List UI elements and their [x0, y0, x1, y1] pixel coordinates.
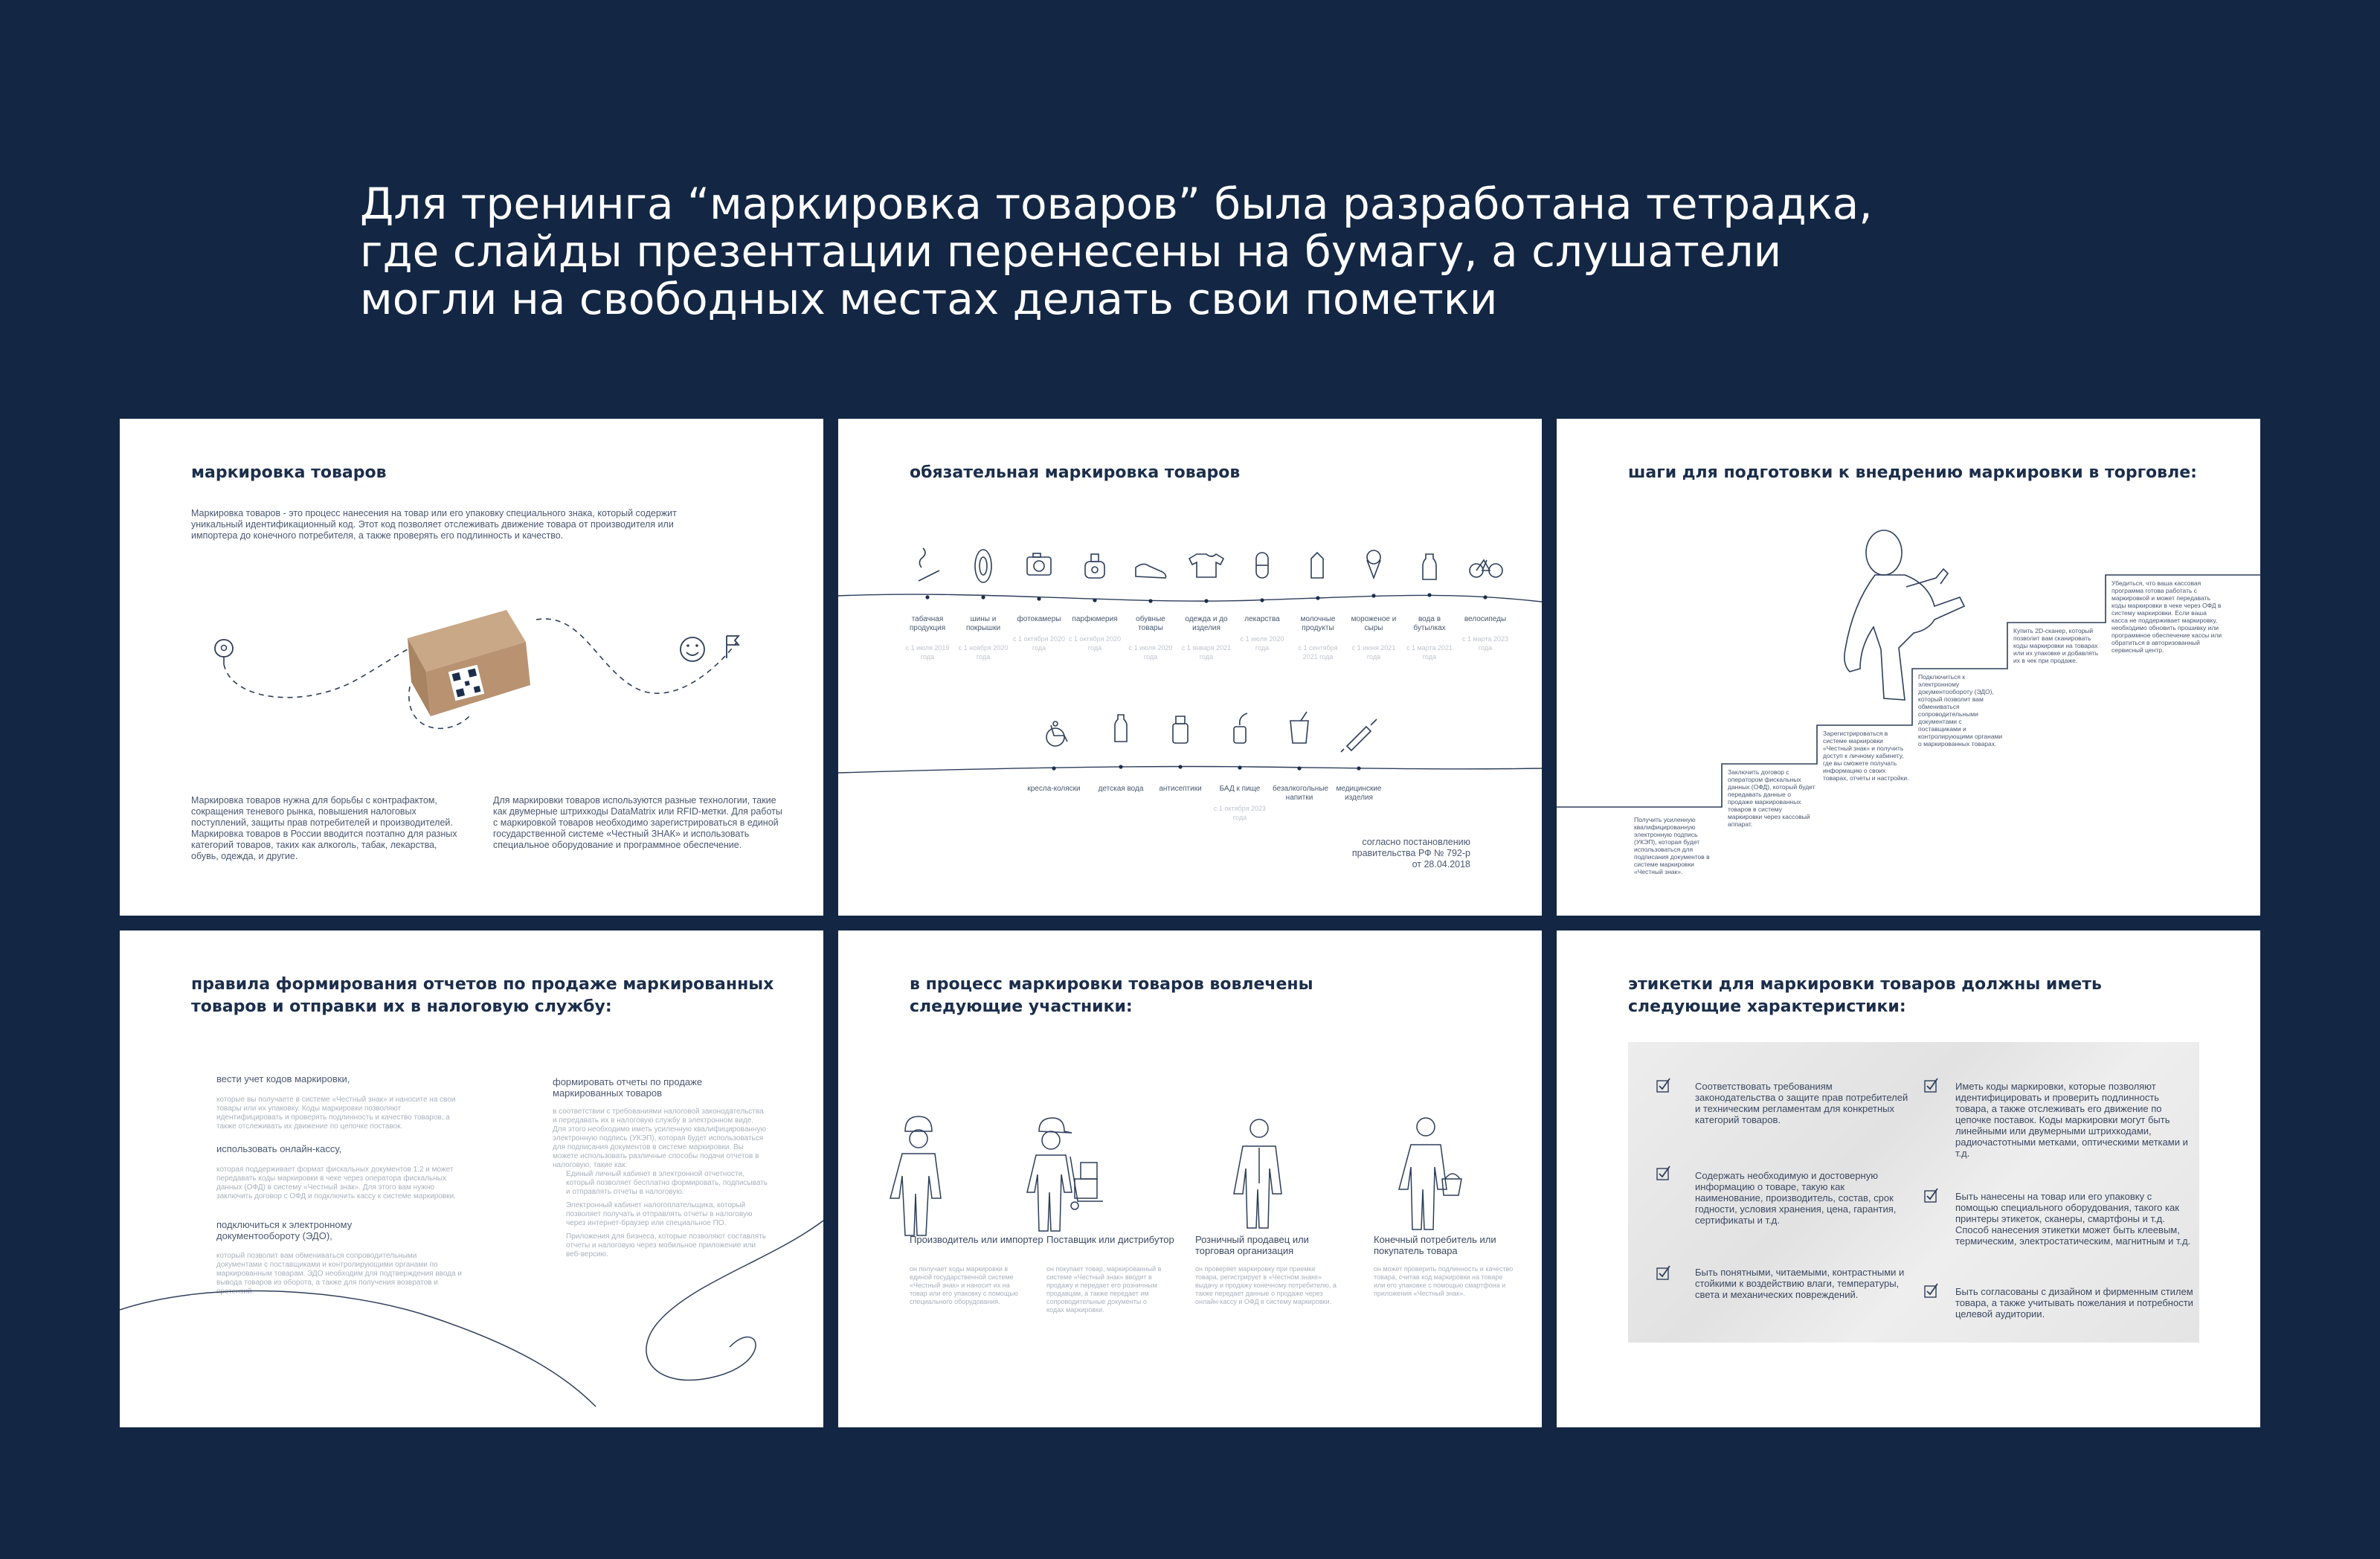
- category-perfume: парфюмерия с 1 октября 2020 года: [1068, 615, 1121, 652]
- syringe-icon: [1341, 719, 1377, 752]
- participants-illustration: [838, 930, 1542, 1427]
- participant-supplier-name: Поставщик или дистрибутор: [1046, 1234, 1174, 1245]
- slide-label-requirements: [1557, 930, 2260, 1427]
- slide-reporting-rules: [120, 930, 823, 1427]
- category-supplements: БАД к пище с 1 октября 2023 года: [1213, 785, 1266, 821]
- decorative-curve: [120, 930, 823, 1427]
- rule-4-heading: формировать отчеты по продаже маркированных товаров: [553, 1076, 703, 1099]
- category-baby-water: детская вода: [1098, 785, 1144, 793]
- category-medical-devices: медицинские изделия: [1336, 785, 1382, 802]
- headline-line-1: Для тренинга “маркировка товаров” была разработана тетрадка,: [360, 179, 1873, 229]
- supplement-icon: [1234, 713, 1247, 743]
- step-2: Заключить договор с оператором фискальных данных (ОФД), который будет передавать данные о продаже маркированных товаров в систему маркировки через кассовый аппарат.: [1728, 768, 1815, 828]
- category-bicycles: велосипеды с 1 марта 2023 года: [1461, 615, 1509, 652]
- retailer-icon: [1234, 1119, 1281, 1228]
- parcel-box-icon: [408, 610, 530, 716]
- rule-4-body: в соответствии с требованиями налоговой законодательства и передавать их в налоговую службу в электронном виде. Для этого необходимо иметь усиленную квалифицированную электронную подпись (УКЭП), которая будет использоваться для подписания документов в системе маркировки. Вы можете использовать различные способы подачи отчетов в налоговую, такие как:: [553, 1108, 766, 1169]
- participant-producer-name: Производитель или импортер: [910, 1234, 1043, 1245]
- smiley-icon: [681, 637, 704, 661]
- page-headline: [360, 180, 2071, 323]
- supplier-icon: [1027, 1118, 1103, 1231]
- participant-consumer-desc: он может проверить подлинность и качество товара, считав код маркировки на товаре или его упаковке с помощью смартфона и приложения «Честный знак».: [1374, 1265, 1514, 1297]
- slide-title: этикетки для маркировки товаров должны иметь следующие характеристики:: [1628, 975, 2102, 1016]
- category-tobacco: табачная продукция с 1 июля 2019 года: [905, 615, 950, 660]
- category-ice-cream: мороженое и сыры с 1 июня 2021 года: [1351, 615, 1397, 660]
- slide-preparation-steps: [1557, 419, 2260, 916]
- category-cameras: фотокамеры с 1 октября 2020 года: [1012, 615, 1065, 652]
- participant-consumer-name: Конечный потребитель или покупатель товара: [1374, 1234, 1496, 1256]
- rule-4-bullet-2: Электронный кабинет налогоплательщика, который позволяет получать и отправлять отчеты в налоговую через интернет-браузер или специальное ПО.: [566, 1201, 753, 1227]
- slide-title: маркировка товаров: [191, 463, 387, 482]
- rule-3-heading: подключиться к электронному документообороту (ЭДО),: [216, 1219, 353, 1241]
- requirement-2: Содержать необходимую и достоверную информацию о товаре, такую как наименование, производитель, состав, срок годности, условия хранения, цена, гарантия, сертификаты и т.д.: [1695, 1170, 1897, 1226]
- checkbox-checked-icon: [1924, 1283, 1939, 1298]
- flag-icon: [727, 636, 739, 658]
- participant-producer-desc: он получает коды маркировки в единой государственной системе «Честный знак» и наносит их на товар или его упаковку с помощью специального оборудования.: [910, 1265, 1018, 1305]
- category-water: вода в бутылках с 1 марта 2021 года: [1406, 615, 1453, 660]
- step-3: Зарегистрироваться в системе маркировки «Честный знак» и получить доступ к личному кабинету, где вы сможете получать информацию о своих товарах, отчеты и настройки.: [1823, 730, 1909, 782]
- category-shoes: обувные товары с 1 июля 2020 года: [1128, 615, 1173, 660]
- rule-2-body: которая поддерживает формат фискальных документов 1.2 и может передавать коды маркировки в чеке через оператора фискальных данных (ОФД) в систему «Честный знак». Для этого вам нужно заключить договор с ОФД и подключить кассу к системе маркировки.: [216, 1166, 456, 1200]
- requirement-1: Соответствовать требованиям законодательства о защите прав потребителей и техническим регламентам для конкретных категорий товаров.: [1695, 1081, 1908, 1125]
- participant-supplier-desc: он покупает товар, маркированный в системе «Честный знак» вводит в продажу и передает его розничным продавцам, а также передает им сопроводительные документы о кодах маркировки.: [1046, 1265, 1162, 1314]
- category-dairy: молочные продукты с 1 сентября 2021 года: [1298, 615, 1338, 660]
- checkbox-checked-icon: [1656, 1166, 1671, 1180]
- checkbox-checked-icon: [1656, 1265, 1671, 1280]
- headline-line-3: могли на свободных местах делать свои пометки: [360, 274, 1498, 324]
- participant-retailer-desc: он проверяет маркировку при приемке товара, регистрирует в «Честном знаке» выдачу и продажу конечному потребителю, а также передает данные о продаже через онлайн-кассу и ОФД в систему маркировки.: [1195, 1265, 1337, 1305]
- checkbox-checked-icon: [1924, 1078, 1939, 1093]
- slide-marking-goods: [120, 419, 823, 916]
- slide-title: шаги для подготовки к внедрению маркировки в торговле:: [1628, 463, 2197, 482]
- consumer-icon: [1399, 1118, 1461, 1229]
- step-1: Получить усиленную квалифицированную электронную подпись (УКЭП), которая будет использоваться для подписания документов в системе маркировки «Честный знак».: [1634, 816, 1710, 875]
- category-antiseptics: антисептики: [1159, 785, 1202, 793]
- participant-retailer-name: Розничный продавец или торговая организация: [1195, 1234, 1309, 1256]
- purpose-text: Маркировка товаров нужна для борьбы с контрафактом, сокращения теневого рынка, повышения налоговых поступлений, защиты прав потребителей и производителей. Маркировка товаров в России вводится поэтапно для разных категорий товаров, таких как алкоголь, табак, лекарства, обувь, одежда, и другие.: [191, 795, 457, 861]
- rule-2-heading: использовать онлайн-кассу,: [216, 1143, 342, 1154]
- baby-water-icon: [1115, 715, 1127, 742]
- step-4: Подключиться к электронному документообороту (ЭДО), который позволит вам обмениваться сопроводительными документами с поставщиками и контролирующими органами о маркированных товарах.: [1918, 673, 2003, 748]
- rule-1-heading: вести учет кодов маркировки,: [216, 1073, 350, 1084]
- rule-4-bullet-3: Приложения для бизнеса, которые позволяют составлять отчеты и налоговую через мобильное приложение или веб-версию.: [566, 1232, 766, 1259]
- requirements-panel: [1628, 1042, 2199, 1343]
- checkbox-checked-icon: [1924, 1188, 1939, 1203]
- slide-title: в процесс маркировки товаров вовлечены следующие участники:: [910, 975, 1313, 1016]
- slide-title: правила формирования отчетов по продаже маркированных товаров и отправки их в налоговую службу:: [191, 975, 774, 1016]
- requirement-4: Иметь коды маркировки, которые позволяют идентифицировать и проверить подлинность товара, а также отслеживать его движение по цепочке поставок. Коды маркировки могут быть линейными или двумерными штрихкодами, радиочастотными метками, оптическими метками и т.д.: [1955, 1081, 2188, 1159]
- slide-title: обязательная маркировка товаров: [910, 463, 1241, 482]
- map-pin-icon: [215, 640, 233, 664]
- technology-text: Для маркировки товаров используются разные технологии, такие как двумерные штрихкоды DataMatrix или RFID-метки. Для работы с маркировкой товаров необходимо зарегистрироваться в единой государственной системе «Честный ЗНАК» и использовать специальное оборудование и программное обеспечение.: [493, 795, 782, 850]
- headline-line-2: где слайды презентации перенесены на бумагу, а слушатели: [360, 226, 1782, 277]
- slide-mandatory-marking: [838, 419, 1542, 916]
- producer-icon: [890, 1116, 941, 1235]
- rule-3-body: который позволит вам обмениваться сопроводительными документами с поставщиками и контролирующими органами по маркированным товарам. ЭДО необходим для подтверждения ввода и вывода товаров из оборота, а также для получения возвратов и претензий.: [216, 1252, 462, 1296]
- category-medicine: лекарства с 1 июля 2020 года: [1240, 615, 1284, 652]
- wheelchair-icon: [1046, 721, 1067, 746]
- step-6: Убедиться, что ваша кассовая программа готова работать с маркировкой и может передавать коды маркировки в чеке через ОФД в систему маркировки. Если ваша касса не поддерживает маркировку, необходимо обновить прошивку или программное обеспечение кассы или обратиться в авторизованный сервисный центр.: [2112, 579, 2222, 654]
- category-wheelchairs: кресла-коляски: [1027, 785, 1081, 793]
- requirement-6: Быть согласованы с дизайном и фирменным стилем товара, а также учитывать пожелания и потребности целевой аудитории.: [1955, 1286, 2193, 1319]
- category-soft-drinks: безалкогольные напитки: [1273, 785, 1329, 802]
- requirement-5: Быть нанесены на товар или его упаковку с помощью специального оборудования, такого как принтеры этикеток, сканеры, смартфоны и т.д. Способ нанесения этикетки может быть клеевым, термическим, электростатическим, магнитным и т.д.: [1955, 1191, 2191, 1247]
- antiseptic-icon: [1173, 716, 1188, 743]
- checkbox-checked-icon: [1656, 1078, 1671, 1093]
- slide-intro-text: Маркировка товаров - это процесс нанесения на товар или его упаковку специального знака, который содержит уникальный идентификационный код. Этот код позволяет отслеживать движение товара от производителя или импортера до конечного потребителя, а также проверять его подлинность и качество.: [191, 508, 677, 541]
- rule-1-body: которые вы получаете в системе «Честный знак» и наносите на свои товары или их упаковку. Коды маркировки позволяют идентифицировать и проверять подлинность и качество товаров, а также отслеживать их движение по цепочке поставок.: [216, 1096, 456, 1131]
- category-clothing: одежда и до изделия с 1 января 2021 года: [1181, 615, 1232, 660]
- slide-participants: [838, 930, 1542, 1427]
- category-tires: шины и покрышки с 1 ноября 2020 года: [958, 615, 1009, 660]
- requirement-3: Быть понятными, читаемыми, контрастными и стойкими к воздействию влаги, температуры, света и механических повреждений.: [1695, 1267, 1905, 1300]
- rule-4-bullet-1: Единый личный кабинет в электронной отчетности, который позволяет бесплатно формировать, подписывать и отправлять отчеты в налоговую.: [566, 1170, 768, 1196]
- footnote-decree: согласно постановлению правительства РФ № 792-р от 28.04.2018: [1351, 837, 1470, 869]
- drink-icon: [1290, 712, 1308, 743]
- step-5: Купить 2D-сканер, который позволит вам сканировать коды маркировки на товарах или их упаковке и добавлять их в чек при продаже.: [2013, 627, 2099, 664]
